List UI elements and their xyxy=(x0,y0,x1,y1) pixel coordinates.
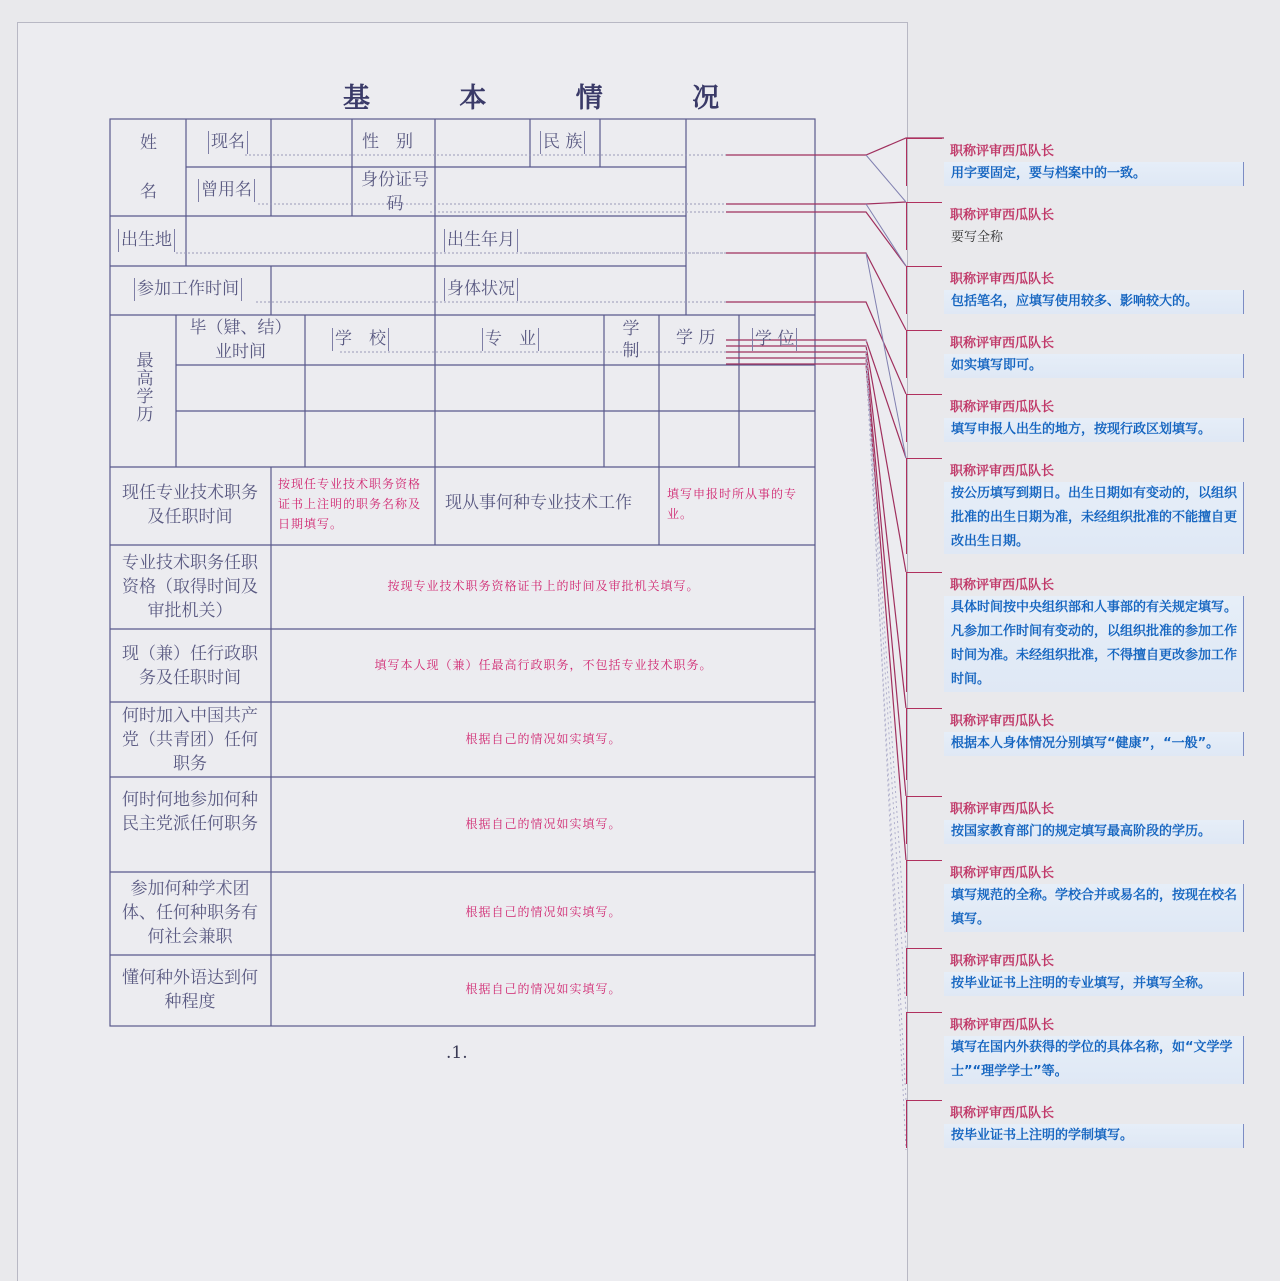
edu-section-label: 最高学历 xyxy=(136,351,154,425)
comment-body: 填写规范的全称。学校合并或易名的，按现在校名填写。 xyxy=(944,884,1244,932)
name-label-1: 姓 xyxy=(140,133,157,153)
health-label: 身体状况 xyxy=(444,278,518,301)
name-label-2: 名 xyxy=(140,182,157,202)
comment-author: 职称评审西瓜队长 xyxy=(950,866,1055,881)
comment-body: 填写在国内外获得的学位的具体名称，如“文学学士”“理学学士”等。 xyxy=(944,1036,1244,1084)
comment-body: 按国家教育部门的规定填写最高阶段的学历。 xyxy=(944,820,1244,844)
comment-author: 职称评审西瓜队长 xyxy=(950,714,1055,729)
democratic-party-hint: 根据自己的情况如实填写。 xyxy=(465,817,622,831)
qualification-hint: 按现专业技术职务资格证书上的时间及审批机关填写。 xyxy=(387,579,700,593)
comment-author: 职称评审西瓜队长 xyxy=(950,1106,1055,1121)
comment-body: 包括笔名，应填写使用较多、影响较大的。 xyxy=(944,290,1244,314)
comment-author: 职称评审西瓜队长 xyxy=(950,954,1055,969)
birth-date-field[interactable] xyxy=(531,217,685,265)
academic-label: 参加何种学术团体、任何种职务有何社会兼职 xyxy=(122,879,258,947)
comment-body: 按毕业证书上注明的专业填写，并填写全称。 xyxy=(944,972,1244,996)
birthplace-label: 出生地 xyxy=(118,229,175,252)
current-work-label: 现从事何种专业技术工作 xyxy=(445,493,632,513)
comment-body: 用字要固定，要与档案中的一致。 xyxy=(944,162,1244,186)
comment-author: 职称评审西瓜队长 xyxy=(950,464,1055,479)
qualification-label: 专业技术职务任职资格（取得时间及审批机关） xyxy=(122,553,258,621)
work-start-field[interactable] xyxy=(272,267,434,314)
academic-hint: 根据自己的情况如实填写。 xyxy=(465,905,622,919)
former-name-label: 曾用名 xyxy=(198,179,255,202)
admin-post-hint: 填写本人现（兼）任最高行政职务，不包括专业技术职务。 xyxy=(374,658,713,672)
current-title-hint: 按现任专业技术职务资格证书上注明的职务名称及日期填写。 xyxy=(278,477,422,531)
democratic-party-label: 何时何地参加何种民主党派任何职务 xyxy=(122,790,258,834)
comment-author: 职称评审西瓜队长 xyxy=(950,272,1055,287)
id-number-field[interactable] xyxy=(436,168,685,215)
current-work-hint: 填写申报时所从事的专业。 xyxy=(667,487,798,521)
gender-label: 性 别 xyxy=(362,132,413,152)
degree-level-header: 学 历 xyxy=(676,328,716,348)
party-label: 何时加入中国共产党（共青团）任何职务 xyxy=(122,706,258,774)
degree-header: 学 位 xyxy=(752,328,797,351)
comment-body: 填写申报人出生的地方，按现行政区划填写。 xyxy=(944,418,1244,442)
former-name-field[interactable] xyxy=(272,168,351,215)
comment-body: 要写全称 xyxy=(951,230,1004,245)
comment-body: 如实填写即可。 xyxy=(944,354,1244,378)
photo-box[interactable] xyxy=(687,120,814,314)
ethnicity-field[interactable] xyxy=(601,120,685,166)
gender-field[interactable] xyxy=(436,120,529,166)
health-field[interactable] xyxy=(531,267,685,314)
work-start-label: 参加工作时间 xyxy=(134,278,242,301)
comment-author: 职称评审西瓜队长 xyxy=(950,336,1055,351)
current-title-label: 现任专业技术职务及任职时间 xyxy=(122,483,258,527)
birthplace-field[interactable] xyxy=(187,217,434,265)
comment-author: 职称评审西瓜队长 xyxy=(950,802,1055,817)
comment-author: 职称评审西瓜队长 xyxy=(950,400,1055,415)
comment-author: 职称评审西瓜队长 xyxy=(950,578,1055,593)
current-name-label: 现名 xyxy=(208,131,248,154)
birth-date-label: 出生年月 xyxy=(444,229,518,252)
comment-body: 根据本人身体情况分别填写“健康”，“一般”。 xyxy=(944,732,1244,756)
comment-body: 按毕业证书上注明的学制填写。 xyxy=(944,1124,1244,1148)
comment-body: 具体时间按中央组织部和人事部的有关规定填写。凡参加工作时间有变动的，以组织批准的参加工作时间为准。未经组织批准，不得擅自更改参加工作时间。 xyxy=(944,596,1244,692)
page-number: .1. xyxy=(446,1043,468,1063)
admin-post-label: 现（兼）任行政职务及任职时间 xyxy=(122,644,258,688)
language-hint: 根据自己的情况如实填写。 xyxy=(465,982,622,996)
current-name-field[interactable] xyxy=(272,120,351,166)
major-header: 专 业 xyxy=(482,328,539,351)
comment-author: 职称评审西瓜队长 xyxy=(950,144,1055,159)
page-title: 基 本 情 况 xyxy=(343,83,760,114)
comment-author: 职称评审西瓜队长 xyxy=(950,208,1055,223)
language-label: 懂何种外语达到何种程度 xyxy=(122,968,258,1012)
comment-body: 按公历填写到期日。出生日期如有变动的，以组织批准的出生日期为准，未经组织批准的不能擅自更改出生日期。 xyxy=(944,482,1244,554)
ethnicity-label: 民 族 xyxy=(540,131,585,154)
party-hint: 根据自己的情况如实填写。 xyxy=(465,732,622,746)
id-number-label: 身份证号码 xyxy=(361,170,429,214)
comment-author: 职称评审西瓜队长 xyxy=(950,1018,1055,1033)
grad-time-header: 毕（肄、结）业时间 xyxy=(189,318,292,362)
school-header: 学 校 xyxy=(332,328,389,351)
duration-header: 学制 xyxy=(622,319,640,361)
